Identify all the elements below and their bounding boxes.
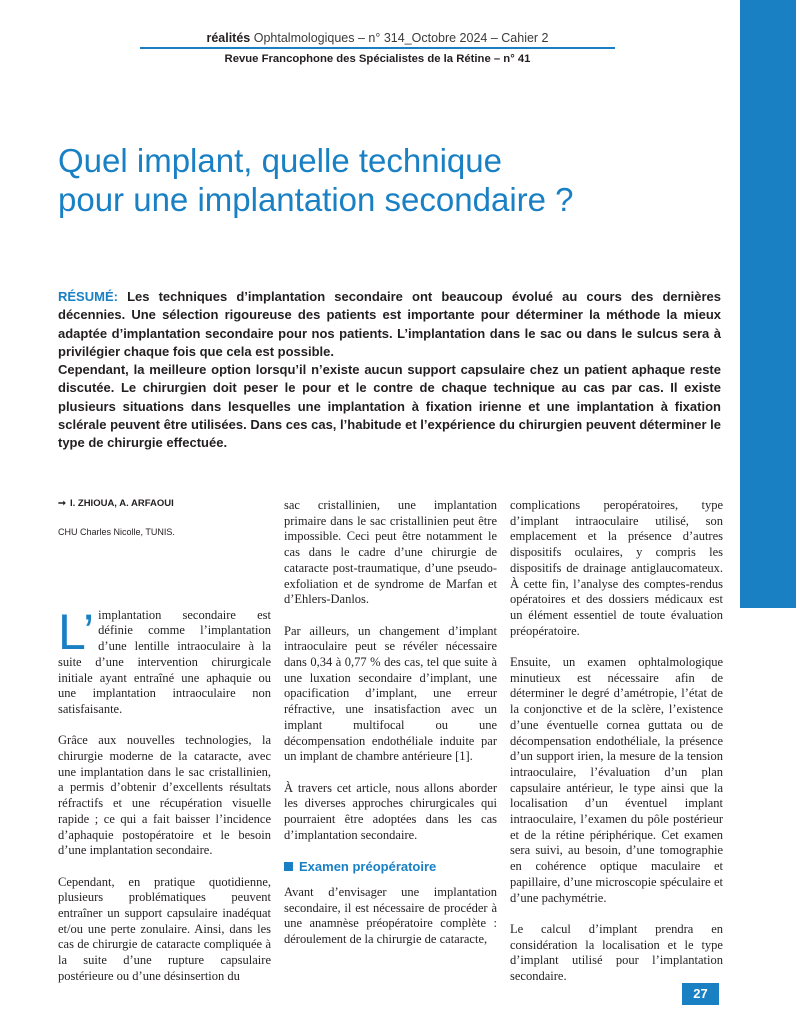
body-paragraph: À travers cet article, nous allons aborder les diverses approches chirurgicales qui pourraient être adoptées dans les cas d’implantation secondaire. [284, 780, 497, 842]
abstract-paragraph-2: Cependant, la meilleure option lorsqu’il n’existe aucun support capsulaire chez un patient aphaque reste discutée. Le chirurgien doit peser le pour et le contre de chaque technique au cas par cas. Il existe plusieurs situations dans lesquelles une implantation à fixation irienne et une implantation à fixation sclérale peuvent être utilisées. Dans ces cas, l’habitude et l’expérience du chirurgien peuvent déterminer le type de chirurgie effectuée. [58, 362, 721, 451]
intro-text: implantation secondaire est définie comme l’implantation d’une lentille intraoculaire à la suite d’une intervention chirurgicale initiale ayant entraîné une aphaquie ou une implantation intraoculaire non satisfaisante. [58, 607, 271, 716]
header-rule [140, 47, 615, 49]
body-paragraph: Avant d’envisager une implantation secondaire, il est nécessaire de procéder à une anamnèse préopératoire complète : déroulement de la chirurgie de cataracte, [284, 884, 497, 946]
arrow-icon: ➞ [58, 498, 66, 509]
side-color-bar [740, 0, 796, 608]
body-paragraph: Grâce aux nouvelles technologies, la chirurgie moderne de la cataracte, avec une implantation dans le sac cristallinien, a permis d’obtenir d’excellents résultats réfractifs et une récupération visuelle rapide ; ce qui a fait baisser l’incidence d’aphaquie postopératoire et le besoin d’une implantation secondaire. [58, 733, 271, 858]
dropcap: L’ [58, 603, 95, 660]
intro-paragraph [58, 603, 271, 718]
abstract [58, 288, 721, 453]
abstract-label: RÉSUMÉ: [58, 289, 118, 304]
abstract-paragraph-1 [58, 288, 721, 361]
title-line-1: Quel implant, quelle technique [58, 142, 502, 179]
body-paragraph: Par ailleurs, un changement d’implant intraoculaire peut se révéler nécessaire dans 0,34 à 0,77 % des cas, tel que suite à une luxation secondaire d’implant, une opacification d’implant, une erreur réfractive, une insatisfaction avec un implant multifocal ou une décompensation endothéliale induite par un implant de chambre antérieure [1]. [284, 623, 497, 764]
section-heading [284, 859, 497, 875]
running-subheader: Revue Francophone des Spécialistes de la Rétine – n° 41 [224, 53, 531, 65]
page-number: 27 [682, 983, 719, 1005]
abstract-text-1: Les techniques d’implantation secondaire ont beaucoup évolué au cours des dernières décennies. Une sélection rigoureuse des patients est importante pour déterminer la méthode la mieux adaptée d’implantation secondaire pour nos patients. L’implantation dans le sac ou dans le sulcus sera à privilégier chaque fois que cela est possible. [58, 289, 721, 359]
title-line-2: pour une implantation secondaire ? [58, 181, 574, 218]
body-paragraph: Ensuite, un examen ophtalmologique minutieux est nécessaire afin de déterminer le degré d’amétropie, l’état de la conjonctive et de la sclère, l’existence d’une éventuelle cornea guttata ou de décompensation endothéliale, la présence d’un support irien, la mesure de la tension intraoculaire, l’évaluation d’un plan capsulaire antérieur, le type ainsi que la localisation d’un éventuel implant intraoculaire, l’examen du pôle postérieur et de la rétine périphérique. Cet examen sera suivi, au besoin, d’une tomographie en cohérence optique maculaire et papillaire, d’une microscopie spéculaire et d’une pachymétrie. [510, 655, 723, 905]
column-3 [510, 498, 723, 1000]
journal-issue: Ophtalmologiques – n° 314_Octobre 2024 – Cahier 2 [253, 31, 549, 45]
body-paragraph: Cependant, en pratique quotidienne, plusieurs problématiques peuvent entraîner un support capsulaire inadéquat et/ou une perte zonulaire. Ainsi, dans les cas de chirurgie de cataracte compliquée à la suite d’une rupture capsulaire postérieure ou d’une désinsertion du [58, 874, 271, 983]
square-bullet-icon [284, 862, 293, 871]
journal-brand: réalités [206, 31, 251, 45]
body-paragraph: sac cristallinien, une implantation primaire dans le sac cristallinien peut être impossible. Ceci peut être notamment le cas dans le cadre d’une chirurgie de cataracte post-traumatique, d’une pseudo-exfoliation et de syndrome de Marfan et d’Ehlers-Danlos. [284, 498, 497, 607]
article-title [58, 141, 718, 219]
body-paragraph: complications peropératoires, type d’implant intraoculaire utilisé, son emplacement et la présence d’autres dispositifs oculaires, y compris les dispositifs de drainage antiglaucomateux. À cette fin, l’analyse des comptes-rendus opératoires et des dossiers médicaux est un élément essentiel de toute évaluation préopératoire. [510, 498, 723, 638]
author-line [58, 498, 271, 510]
column-1 [58, 498, 271, 1000]
author-affiliation: CHU Charles Nicolle, TUNIS. [58, 526, 175, 537]
body-paragraph: Le calcul d’implant prendra en considération la localisation et le type d’implant utilisé pour l’implantation secondaire. [510, 921, 723, 984]
section-heading-text: Examen préopératoire [299, 859, 437, 875]
author-names: I. ZHIOUA, A. ARFAOUI [69, 498, 174, 509]
running-header [140, 31, 615, 45]
column-2 [284, 498, 497, 963]
